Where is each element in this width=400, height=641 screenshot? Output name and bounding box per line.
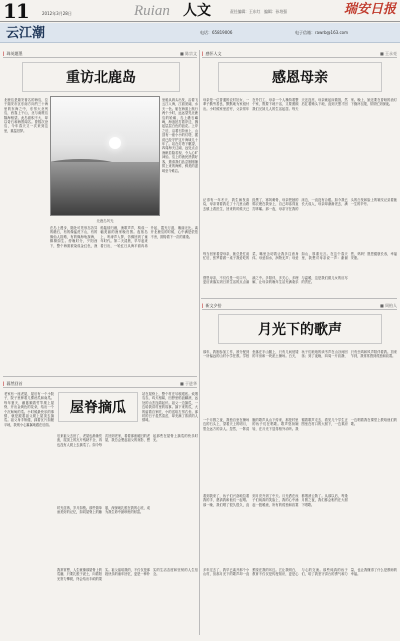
article-body: 后来祖父去世了，老屋也渐渐荒废，屋顶上的瓦片残缺不全，再也没有人爬上去摘瓜了。如今每次回到老家，看着那座破旧的老屋，我总会想起祖父的身影，想起那些在屋脊上摘瓜的快乐时光。 <box>57 434 198 447</box>
column-label <box>3 380 197 388</box>
article-body: 我常常想，人生就像那屋脊上的瓜藤，只要扎根于泥土，向着阳光努力攀爬，终会结出丰硕的果实。祖父留给我的，不仅仅是那段快乐的童年回忆，更是一种朴实的生活态度和坚韧的人生信念。 <box>57 568 198 581</box>
article-body: 感恩母亲，不仅仅是一句口号，更应该落实到日常生活的点点滴滴之中。多陪伴，多关心，多理解，让母亲的晚年生活充满欢乐与温暖，这是我们做儿女的应尽的责任。 <box>203 276 348 285</box>
sun-shape <box>109 137 121 149</box>
article-title: 重访北鹿岛 <box>66 70 136 86</box>
section-bar <box>0 23 400 43</box>
article-body: 母亲是一位普通的农村妇女，一辈子勤劳善良，默默地为家庭付出。小时候家里贫穷，父亲常年在外打工，母亲一个人操持着整个家，既要下地干活，又要照顾我们兄妹几人的生活起居。每天天还没亮，母亲就起床做饭，然后扛着锄头下地，直到天黑才回家。晚上，她还要在昏暗的油灯下缝补衣服，常常忙到深夜。 <box>203 98 397 111</box>
article-photo <box>50 96 160 216</box>
column-author: ■ 陈宗文 <box>179 51 197 56</box>
column-author: ■ 于进华 <box>179 381 197 386</box>
article-title: 屋脊摘瓜 <box>70 400 126 416</box>
article-body: 那年，我刚参加工作，被分配到一所偏远的山村小学任教。学校坐落在半山腰上，只有几间低矮的平房和一块泥土操场。白天，孩子们琅琅的读书声在山谷间回荡；到了夜晚，四周一片寂静，只有虫鸣和风声陪伴着我。初来乍到，我常常感到孤独和寂寞。 <box>203 350 397 359</box>
hotline: 电话：65819006 <box>200 30 233 35</box>
section-title: 云江潮 <box>6 26 46 41</box>
article-body: 时光荏苒，岁月如梭。那些简单而美好的记忆，如同屋脊上的藤蔓，深深地扎根在我的心底，成为我生命中最珍贵的财富。 <box>57 506 150 515</box>
column-divider <box>199 50 200 635</box>
article-title: 月光下的歌声 <box>258 322 342 338</box>
column-label-text: 珠英题墨 <box>6 51 23 56</box>
column-label <box>202 50 397 58</box>
column-label-text: 暮然回首 <box>6 381 23 386</box>
article-title: 感恩母亲 <box>272 70 328 86</box>
sea-shape <box>51 162 159 215</box>
column-author: ■ 周柏人 <box>379 303 397 308</box>
masthead <box>0 0 400 22</box>
column-marker: | <box>3 381 5 386</box>
column-marker: | <box>202 303 204 308</box>
page-number: 11 <box>3 0 29 23</box>
article-body: 北鹿岛是瑞安著名的海岛，位于瑞安市区东南方向约三十海里的东海之中，东邻大北列岛，西靠上干山，北与南麂岛隔海相望。此岛面积不大，却以奇石和海景闻名。曾数次登岛，今年春天又一次来到这里，重温旧梦。 <box>4 98 48 133</box>
article-body: 看到我来了，孩子们兴奋地拉着我的手，邀请我和他们一起唱。那一晚，我们唱了很久很久，直到月亮升到了中天。月光洒在孩子们纯真的笑脸上，我的心中涌起一股暖流，所有的孤独和寂寞都烟消云散了。从那以后，每逢月圆之夜，我们都会相约在大树下唱歌。 <box>203 494 348 507</box>
article-body: 在岛上漫步，随处可见形态各异的礁石，有的像猛虎下山，有的像仙人指路，有的像海龟探海，栩栩如生。傍晚时分，夕阳西下，整个海面被染成金红色，渔船陆续归港，渔歌声声，构成一幅美丽的渔家晚归图。夜宿岛上，听涛声入梦，仿佛回到了童年时代。第二天清晨，早早起来看日出，一轮红日从海平面冉冉升起，霞光万道，瑰丽无比。离开北鹿岛的时候，心中满是依依不舍，期待着下一次的重逢。 <box>50 226 198 248</box>
column-author: ■ 王永亮 <box>379 51 397 56</box>
article-body: 一个月圆之夜，我独自坐在操场边的石头上，望着天上的明月，思念远方的亲人。忽然，一阵清脆的歌声从山下传来，那是村里的孩子们在唱歌。歌声悠扬婉转，在月光下显得格外动听。我循着歌声走去，看见几个学生正围坐在村口的大树下，一边乘凉一边唱着我在课堂上教给他们的歌。 <box>203 418 397 431</box>
issue-date: 2012年3月28日 <box>42 11 72 16</box>
column-label <box>3 50 197 58</box>
photo-caption: 北鹿岛风光 <box>96 219 114 223</box>
section-name: 人文 <box>183 3 211 19</box>
article-body: 坐船从码头出发，沿着飞云江入海，江面宽阔，水天一色。船在海面上航行两个小时，远远望见北鹿岛的轮廓，岛上礁石嶙峋，海浪拍打着岸边，溅起层层白色的浪花。上岸之后，沿着石阶而上，山顶有一座小小的灯塔，据说已经守护这片海域几十年了。站在灯塔下眺望，四周海天辽阔，远处点点渔帆若隐若现，令人心旷神怡。岛上的渔民热情好客，邀请我们品尝刚刚捕捞上来的海鲜，鲜美的滋味至今难忘。 <box>162 98 198 173</box>
column-label-text: 新文夕拾 <box>205 303 222 308</box>
column-marker: | <box>3 51 5 56</box>
column-label <box>202 302 397 310</box>
editors-line: 责任编辑：王东红 编辑：孙培强 <box>230 9 287 14</box>
section-divider <box>201 298 397 299</box>
section-pinyin: Ruian <box>134 3 170 19</box>
article-body: 站在屋脊上，整个村庄尽收眼底。炊烟袅袅，鸡犬相闻，田野里稻浪翻滚，远处的山峦连绵起伏。祖父一边摘瓜，一边给我讲村里的故事。摘下来的瓜，大的留着自家吃，小的送给左邻右舍。那时的日子虽然清贫，却充满了浓浓的人情味。 <box>142 392 198 423</box>
section-divider <box>3 376 197 377</box>
article-body: 记得有一年冬天，我生病发高烧，母亲背着我走了十几里山路去镇上看医生，回来的时候天已经黑了，寒风刺骨，母亲把她的棉衣裹在我身上，自己却冻得直打哆嗦。那一夜，母亲守在我的床边，一直没有合眼。如今我已长大成人，母亲却渐渐老去，满头的白发和脸上的皱纹记录着她一生的辛劳。 <box>203 198 397 211</box>
article-body: 每当回家看望母亲，她总是忙前忙后，张罗着做一桌子我爱吃的菜，嘴里念叨着让我多注意身体。母爱如水，润物无声；母爱如山，厚重无言。在这个春天里，我想对母亲说一声：谢谢您，妈妈！愿您健康长寿，幸福安康。 <box>203 252 397 261</box>
column-marker: | <box>202 51 204 56</box>
article-body: 多年过去了，我早已离开那个小山村，但那月光下的歌声却一直萦绕在我的耳边。它让我明白，教育不仅仅是传授知识，更是心与心的交流。那些纯真的孩子们，给了我坚守讲台的勇气和力量，也让我懂得了什么是教师的幸福。 <box>203 568 397 577</box>
newspaper-logo: 瑞安日报 <box>343 2 396 17</box>
contact-email: 电子信箱：rawrb@163.com <box>295 30 348 35</box>
article-body: 老家有一座老屋，屋后有一个小院子，院子里种着几棵丝瓜和南瓜。每年夏天，藤蔓顺着竹竿爬上屋脊，开出金黄色的花朵，结出一个个沉甸甸的瓜。小时候最快乐的事情，就是跟着祖父爬上屋顶去摘瓜。祖父身手矫健，踩着瓦片如履平地，我则小心翼翼地跟在后面。 <box>4 392 54 427</box>
column-label-text: 感怀人文 <box>205 51 222 56</box>
